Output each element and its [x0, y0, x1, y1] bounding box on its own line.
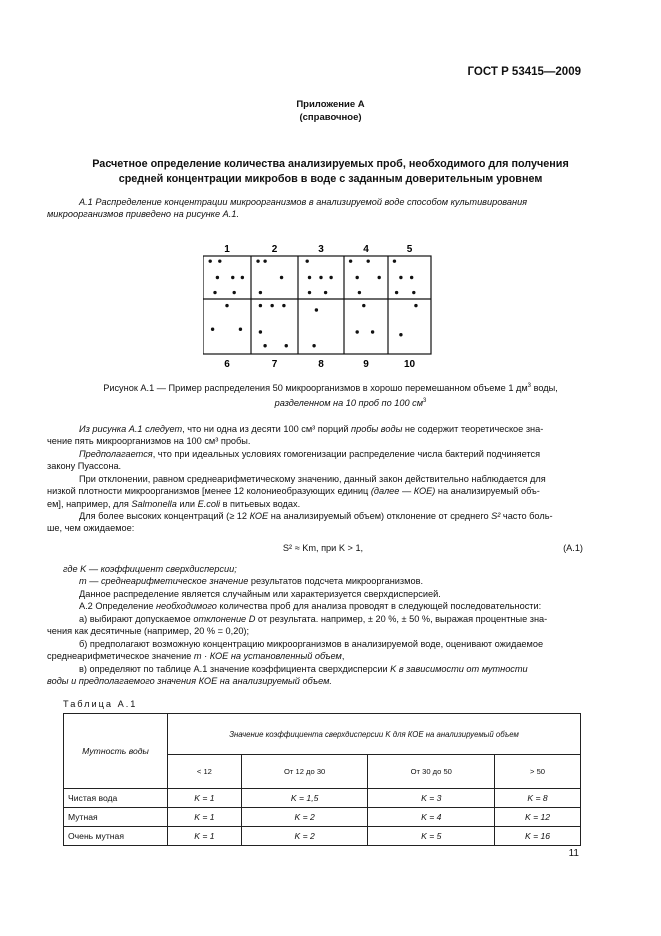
- microorganism-dot: [362, 304, 365, 307]
- sample-label-top: 4: [363, 244, 369, 255]
- microorganism-dot: [324, 291, 327, 294]
- table-subheader: От 30 до 50: [368, 755, 495, 789]
- caption-line-1: Рисунок А.1 — Пример распределения 50 микроорганизмов в хорошо перемешанном объеме 1 $дм^3$ воды,: [103, 383, 558, 394]
- microorganism-dot: [213, 291, 216, 294]
- microorganism-dot: [308, 291, 311, 294]
- table-cell: K = 8: [495, 789, 581, 808]
- title-line-1: Расчетное определение количества анализируемых проб, необходимого для получения: [92, 158, 569, 170]
- appendix-heading: [0, 98, 661, 124]
- microorganism-dot: [270, 304, 273, 307]
- microorganism-dot: [378, 276, 381, 279]
- microorganism-dot: [399, 276, 402, 279]
- table-cell: K = 16: [495, 827, 581, 846]
- table-row: [64, 808, 581, 827]
- row-label: Мутная: [64, 808, 168, 827]
- microorganism-dot: [371, 330, 374, 333]
- microorganism-dot: [280, 276, 283, 279]
- microorganism-dot: [256, 259, 259, 262]
- table-row: [64, 827, 581, 846]
- appendix-label: Приложение А: [296, 99, 365, 110]
- microorganism-dot: [395, 291, 398, 294]
- paragraph-assumption: Предполагается, что при идеальных условиях гомогенизации распределение числа бактерий подчиняется закону Пуассона.: [47, 449, 541, 472]
- microorganism-dot: [414, 304, 417, 307]
- microorganism-dot: [358, 291, 361, 294]
- microorganism-dot: [356, 330, 359, 333]
- microorganism-dot: [259, 304, 262, 307]
- table-cell: K = 5: [368, 827, 495, 846]
- sample-label-top: 3: [318, 244, 324, 255]
- formula-number: (А.1): [563, 543, 583, 553]
- table-cell: K = 1: [168, 789, 242, 808]
- microorganism-dot: [315, 308, 318, 311]
- microorganism-dot: [319, 276, 322, 279]
- microorganism-dot: [233, 291, 236, 294]
- table-subheader: От 12 до 30: [241, 755, 368, 789]
- formula-legend: где K — коэффициент сверхдисперсии; m — среднеарифметическое значение результатов подсчета микроорганизмов.: [63, 564, 424, 587]
- sample-label-bottom: 6: [224, 359, 230, 370]
- grid-border: [203, 256, 431, 354]
- title-line-2: средней концентрации микробов в воде с заданным доверительным уровнем: [118, 173, 543, 185]
- sample-label-top: 2: [271, 244, 278, 255]
- step-b: б) предполагают возможную концентрацию микроорганизмов в анализируемой воде, оценивают ожидаемое среднеарифметическое значение m · КОЕ на установленный объем,: [47, 639, 544, 662]
- figure-caption: [0, 380, 661, 409]
- microorganism-dot: [399, 333, 402, 336]
- microorganism-dot: [410, 276, 413, 279]
- microorganism-dot: [329, 276, 332, 279]
- page-number: 11: [568, 848, 579, 859]
- intro-line-1: А.1 Распределение концентрации микроорганизмов в анализируемой воде способом культивирования: [79, 197, 528, 207]
- microorganism-dot: [412, 291, 415, 294]
- microorganism-dot: [393, 259, 396, 262]
- microorganism-dot: [231, 276, 234, 279]
- paragraph-a2: А.2 Определение необходимого количества проб для анализа проводят в следующей последовательности:: [79, 601, 542, 611]
- table-cell: K = 2: [241, 827, 368, 846]
- table-header-turbidity: Мутность воды: [64, 714, 168, 789]
- step-a: а) выбирают допускаемое отклонение D от результата. например, ± 20 %, ± 50 %, выражая процентные зна- чения как десятичные (например, 20 % = 0,20);: [47, 614, 548, 637]
- table-cell: K = 1: [168, 808, 242, 827]
- sample-label-bottom: 8: [318, 359, 324, 370]
- table-header-group: Значение коэффициента сверхдисперсии K для КОЕ на анализируемый объем: [168, 714, 581, 755]
- microorganism-dot: [241, 276, 244, 279]
- document-id: ГОСТ Р 53415—2009: [467, 66, 581, 78]
- microorganism-dot: [356, 276, 359, 279]
- table-label: Таблица А.1: [63, 699, 138, 709]
- microorganism-dot: [263, 259, 266, 262]
- microorganism-dot: [306, 259, 309, 262]
- appendix-title: [0, 157, 661, 187]
- formula-expression: S² ≈ Km, при K > 1,: [282, 543, 364, 553]
- microorganism-dot: [282, 304, 285, 307]
- sample-label-bottom: 7: [271, 359, 278, 370]
- microorganism-dot: [218, 259, 221, 262]
- microorganism-dot: [349, 259, 352, 262]
- table-cell: K = 2: [241, 808, 368, 827]
- table-cell: K = 12: [495, 808, 581, 827]
- paragraph-random: Данное распределение является случайным или характеризуется сверхдисперсией.: [79, 589, 441, 599]
- step-c: в) определяют по таблице А.1 значение коэффициента сверхдисперсии K в зависимости от мутности воды и предполагаемого значения КОЕ на анализируемый объем.: [47, 664, 528, 687]
- microorganism-dot: [285, 344, 288, 347]
- microorganism-dot: [216, 276, 219, 279]
- row-label: Очень мутная: [64, 827, 168, 846]
- microorganism-dot: [209, 259, 212, 262]
- paragraph-deviation: При отклонении, равном среднеарифметическому значению, данный закон действительно наблюдается для низкой плотности микроорганизмов [менее 12 колониеобразующих единиц (далее — КОЕ) на анализируемый объ- ем], например, для Salmonella или E.coli в питьевых водах.: [47, 474, 546, 509]
- intro-paragraph: [47, 196, 583, 221]
- sample-label-top: 1: [224, 244, 230, 255]
- table-cell: K = 4: [368, 808, 495, 827]
- overdispersion-table: [63, 713, 581, 846]
- microorganism-dot: [308, 276, 311, 279]
- intro-line-2: микроорганизмов приведено на рисунке А.1.: [47, 209, 240, 220]
- paragraph-figure-result: Из рисунка А.1 следует, что ни одна из десяти 100 см³ порций пробы воды не содержит теоретическое зна- чение пять микроорганизмов на 100 см³ пробы.: [47, 424, 544, 447]
- sample-label-top: 5: [406, 244, 413, 255]
- paragraph-high-concentration: Для более высоких концентраций (≥ 12 КОЕ на анализируемый объем) отклонение от среднего S² часто боль- ше, чем ожидаемое:: [47, 511, 553, 534]
- microorganism-dot: [211, 328, 214, 331]
- legend-k: где K — коэффициент сверхдисперсии;: [63, 564, 237, 574]
- sample-label-bottom: 9: [363, 359, 369, 370]
- caption-line-2: разделенном на 10 проб по 100 $см^3$: [274, 397, 427, 408]
- table-cell: K = 1: [168, 827, 242, 846]
- figure-a1: [203, 242, 433, 372]
- appendix-type: (справочное): [299, 112, 362, 123]
- row-label: Чистая вода: [64, 789, 168, 808]
- microorganism-dot: [259, 330, 262, 333]
- table-subheader: > 50: [495, 755, 581, 789]
- microorganism-dot: [367, 259, 370, 262]
- table-subheader: < 12: [168, 755, 242, 789]
- microorganism-dot: [312, 344, 315, 347]
- sample-grid: [203, 242, 433, 372]
- microorganism-dot: [263, 344, 266, 347]
- table-row: [64, 789, 581, 808]
- microorganism-dot: [259, 291, 262, 294]
- microorganism-dot: [225, 304, 228, 307]
- table-cell: K = 3: [368, 789, 495, 808]
- microorganism-dot: [239, 328, 242, 331]
- table-cell: K = 1,5: [241, 789, 368, 808]
- sample-label-bottom: 10: [403, 359, 416, 370]
